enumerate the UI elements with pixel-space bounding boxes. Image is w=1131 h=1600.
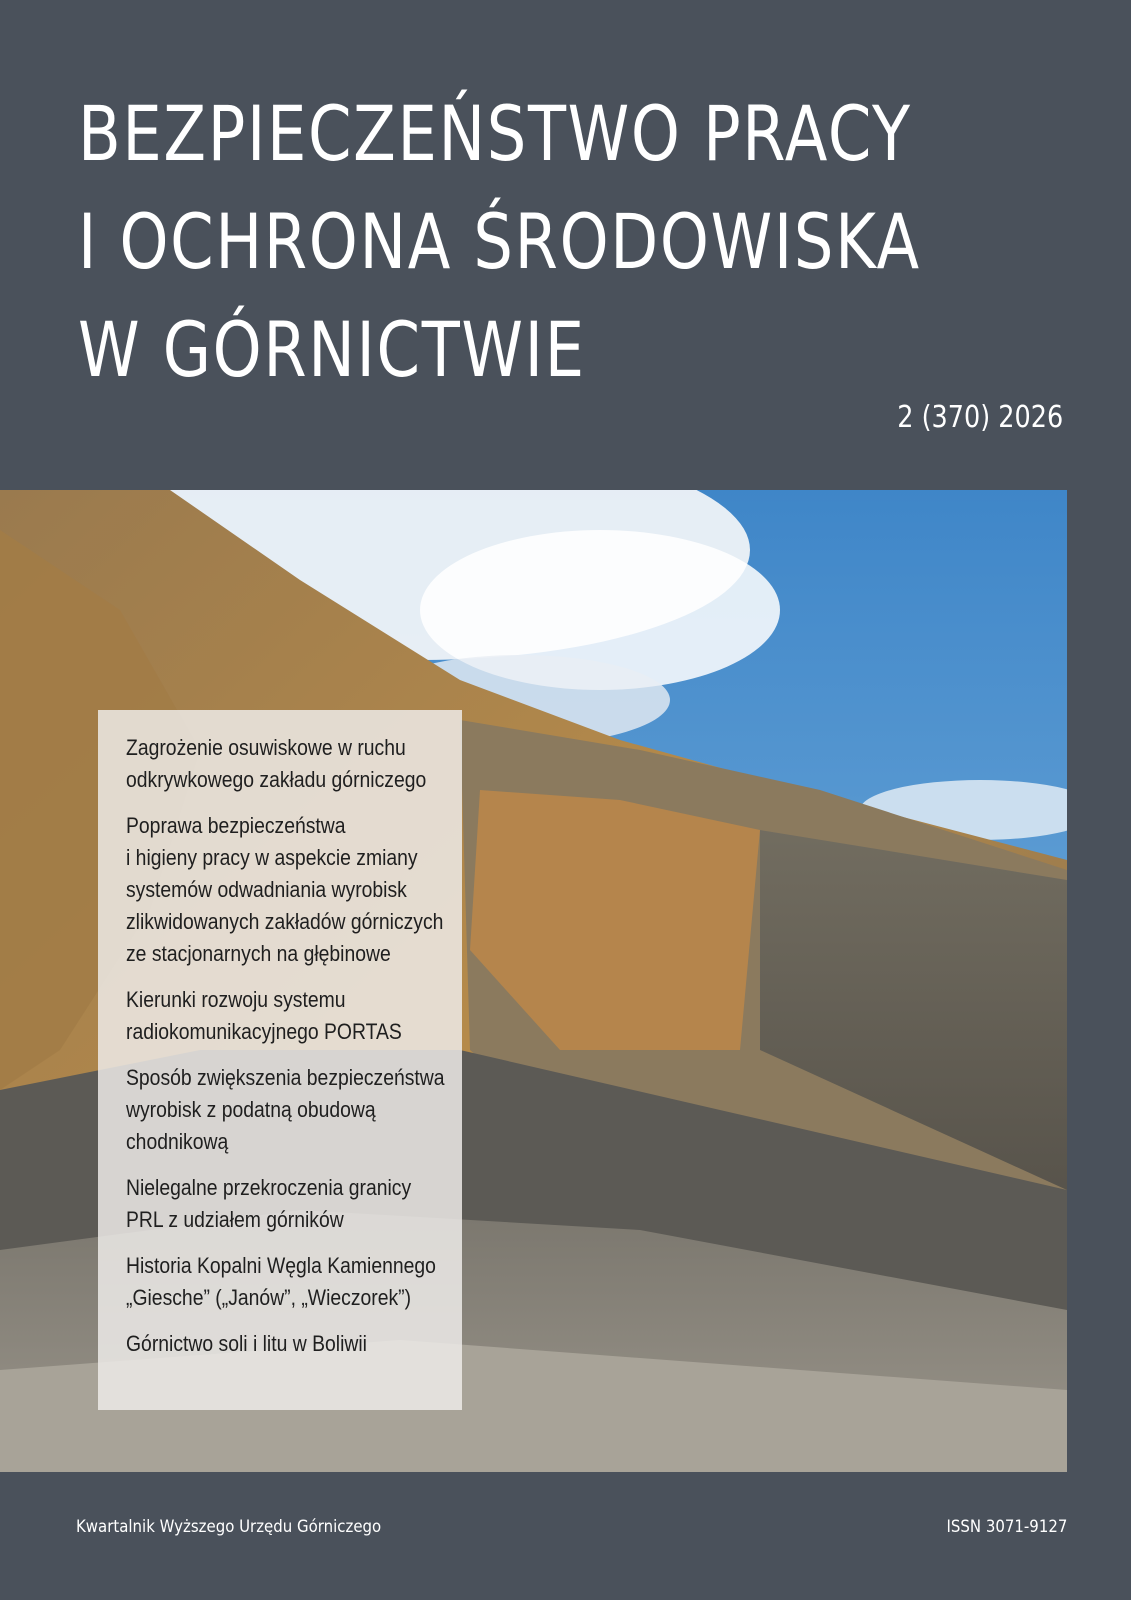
journal-title	[78, 80, 921, 404]
title-line-3: W GÓRNICTWIE	[78, 305, 586, 394]
toc-item: Nielegalne przekroczenia granicy PRL z udziałem górników	[126, 1175, 412, 1232]
toc-item: Sposób zwiększenia bezpieczeństwa wyrobisk z podatną obudową chodnikową	[126, 1065, 445, 1154]
toc-item: Górnictwo soli i litu w Boliwii	[126, 1331, 367, 1356]
title-line-1: BEZPIECZEŃSTWO PRACY	[78, 89, 912, 178]
table-of-contents	[98, 710, 462, 1410]
toc-item: Historia Kopalni Węgla Kamiennego „Giesche” („Janów”, „Wieczorek”)	[126, 1253, 436, 1310]
toc-item: Kierunki rozwoju systemu radiokomunikacyjnego PORTAS	[126, 987, 402, 1044]
issn-number: ISSN 3071-9127	[946, 1517, 1067, 1537]
publisher-name: Kwartalnik Wyższego Urzędu Górniczego	[76, 1517, 382, 1537]
toc-item: Zagrożenie osuwiskowe w ruchu odkrywkowego zakładu górniczego	[126, 735, 427, 792]
title-line-2: I OCHRONA ŚRODOWISKA	[78, 197, 921, 286]
toc-item: Poprawa bezpieczeństwa i higieny pracy w aspekcie zmiany systemów odwadniania wyrobisk zlikwidowanych zakładów górniczych ze stacjonarnych na głębinowe	[126, 813, 444, 966]
issue-number: 2 (370) 2026	[897, 400, 1063, 435]
